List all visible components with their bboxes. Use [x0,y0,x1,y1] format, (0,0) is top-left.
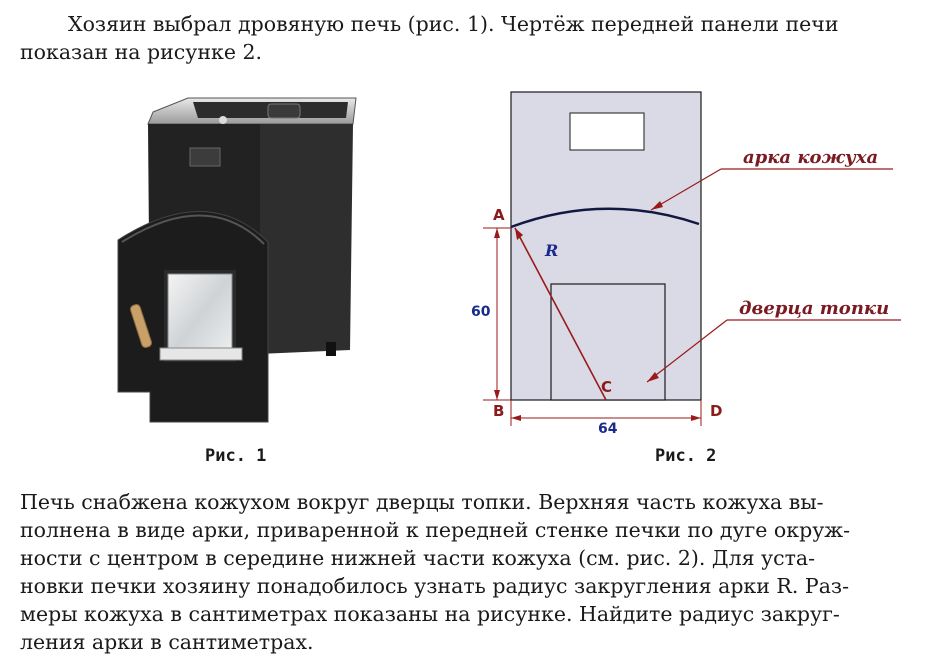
arch-annotation: арка кожуха [743,147,879,168]
body-line: меры кожуха в сантиметрах показаны на рисунке. Найдите радиус закруг- [20,602,840,626]
figure-1-caption: Рис. 1 [205,446,267,466]
problem-body [20,488,916,656]
figure-2-caption: Рис. 2 [655,446,717,466]
width-value: 64 [598,421,618,437]
body-line: ления арки в сантиметрах. [20,630,314,654]
body-line: Печь снабжена кожухом вокруг дверцы топки. Верхняя часть кожуха вы- [20,490,824,514]
problem-intro [20,10,916,66]
point-c-label: C [601,378,613,396]
intro-line-2: показан на рисунке 2. [20,40,263,64]
control-window [570,113,644,150]
intro-line-1: Хозяин выбрал дровяную печь (рис. 1). Чертёж передней панели печи [68,12,839,36]
stove-photo [108,92,368,432]
body-line: новки печки хозяину понадобилось узнать радиус закругления арки R. Раз- [20,574,850,598]
panel-drawing [465,82,915,442]
body-line: ности с центром в середине нижней части кожуха (см. рис. 2). Для уста- [20,546,816,570]
door-annotation: дверца топки [739,298,890,319]
body-line: полнена в виде арки, приваренной к передней стенке печки по дуге окруж- [20,518,851,542]
point-b-label: B [493,402,505,420]
point-a-label: A [493,206,505,224]
point-d-label: D [710,402,723,420]
radius-label: R [545,241,559,260]
height-value: 60 [471,304,491,320]
